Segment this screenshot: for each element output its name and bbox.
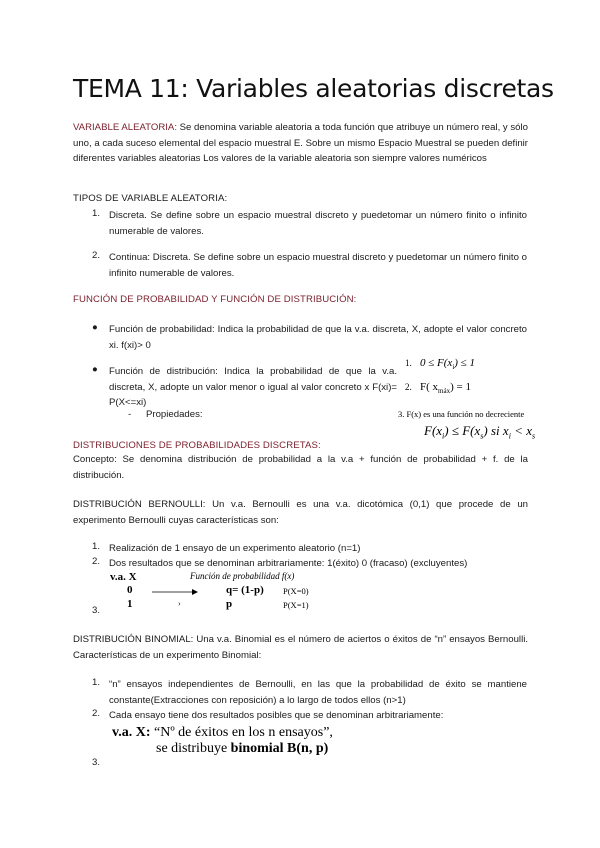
- bullet-icon: ●: [92, 322, 98, 333]
- property-2-formula: F( x: [420, 381, 439, 393]
- binomial-formula-text-2: se distribuye: [156, 741, 228, 756]
- tipos-heading: TIPOS DE VARIABLE ALEATORIA:: [73, 193, 228, 204]
- bullet-icon: ●: [92, 364, 98, 375]
- funcion-item-2: Función de distribución: Indica la probabilidad de que la v.a. discreta, X, adopte un valor menor o igual al valor concreto x F(xi)= P(X<=xi): [109, 366, 397, 408]
- arrow-small-icon: ›: [178, 599, 181, 608]
- property-2: [405, 381, 471, 395]
- propiedades-dash: -: [128, 409, 132, 420]
- property-1-sub: i: [452, 363, 455, 372]
- arrow-right-icon: [150, 587, 200, 597]
- bernoulli-table-p0: P(X=0): [283, 586, 309, 596]
- bernoulli-item-1: Realización de 1 ensayo de un experimento aleatorio (n=1): [109, 543, 361, 554]
- binomial-item-2: Cada ensayo tiene dos resultados posibles que se denominan arbitrariamente:: [109, 710, 444, 721]
- tipos-item-1: Discreta. Se define sobre un espacio muestral discreto y puedetomar un número finito o infinito numerable de valores.: [109, 210, 527, 237]
- bernoulli-table-x1: 1: [127, 598, 133, 610]
- funcion-item-1: Función de probabilidad: Indica la probabilidad de que la v.a. discreta, X, adopte el valor concreto xi. f(xi)> 0: [109, 324, 527, 351]
- property-2-number: 2.: [405, 382, 412, 392]
- binomial-item-1: “n” ensayos independientes de Bernoulli, en las que la probabilidad de éxito se mantiene constante(Extracciones con reposición) a lo largo de todos ellos (n>1): [109, 679, 527, 706]
- intro-text: Se denomina variable aleatoria a toda función que atribuye un número real, y sólo uno, a cada suceso elemental del espacio muestral E. Sobre un mismo Espacio Muestral se pueden definir diferentes variables aleatorias Los valores de la variable aleatoria son siempre valores numéricos: [73, 122, 528, 164]
- property-1-end: ) ≤ 1: [454, 357, 475, 369]
- tipos-item-1-number: 1.: [92, 208, 101, 219]
- binomial-formula-text: “Nº de éxitos en los n ensayos”,: [154, 725, 333, 740]
- binomial-formula-label: v.a. X:: [112, 725, 151, 740]
- binomial-formula-bold: binomial B(n, p): [230, 741, 329, 756]
- tipos-item-2-number: 2.: [92, 250, 101, 261]
- binomial-item-1-number: 1.: [92, 677, 101, 688]
- intro-paragraph: [73, 120, 528, 167]
- bernoulli-table-x0: 0: [127, 584, 133, 596]
- distribuciones-concept: Concepto: Se denomina distribución de probabilidad a la v.a + función de probabilidad + f. de la distribución.: [73, 454, 528, 481]
- bernoulli-table-f0: q= (1-p): [226, 584, 264, 596]
- property-1-formula: 0 ≤ F(x: [420, 357, 453, 369]
- bernoulli-item-2-number: 2.: [92, 556, 101, 567]
- bernoulli-table-col-f: Función de probabilidad f(x): [190, 571, 295, 581]
- propiedades-label: Propiedades:: [146, 409, 203, 420]
- property-1: [405, 357, 475, 371]
- binomial-formula-line-1: [112, 725, 333, 741]
- bernoulli-paragraph: DISTRIBUCIÓN BERNOULLI: Un v.a. Bernoulli es una v.a. dicotómica (0,1) que procede de un experimento Bernoulli cuyas características son:: [73, 499, 528, 526]
- bernoulli-table-f1: p: [226, 598, 233, 610]
- funcion-heading: FUNCIÓN DE PROBABILIDAD Y FUNCIÓN DE DISTRIBUCIÓN:: [73, 294, 357, 305]
- bernoulli-item-1-number: 1.: [92, 541, 101, 552]
- binomial-item-3-number: 3.: [92, 757, 101, 768]
- property-2-sub: máx: [438, 387, 451, 396]
- bernoulli-item-2: Dos resultados que se denominan arbitrariamente: 1(éxito) 0 (fracaso) (excluyentes): [109, 558, 468, 569]
- bernoulli-table-p1: P(X=1): [283, 600, 309, 610]
- property-3-formula: $F(x_i) \le F(x_s)$ si $x_i < x_s$: [424, 423, 536, 441]
- binomial-paragraph: DISTRIBUCIÓN BINOMIAL: Una v.a. Binomial es el número de aciertos o éxitos de “n” ensayos Bernoulli. Características de un experimento Binomial:: [73, 634, 528, 661]
- tipos-item-2: Continua: Discreta. Se define sobre un espacio muestral discreto y puedetomar un número finito o infinito numerable de valores.: [109, 252, 527, 279]
- property-3-text: 3. F(x) es una función no decreciente: [398, 409, 525, 419]
- intro-label: VARIABLE ALEATORIA:: [73, 122, 177, 133]
- property-2-end: ) = 1: [450, 381, 471, 393]
- page-title: TEMA 11: Variables aleatorias discretas: [73, 74, 554, 103]
- distribuciones-heading: DISTRIBUCIONES DE PROBABILIDADES DISCRETAS:: [73, 440, 321, 451]
- bernoulli-table-col-x: v.a. X: [110, 571, 137, 583]
- bernoulli-item-3-number: 3.: [92, 605, 101, 616]
- property-1-number: 1.: [405, 358, 412, 368]
- binomial-item-2-number: 2.: [92, 708, 101, 719]
- binomial-formula-line-2: [156, 741, 328, 757]
